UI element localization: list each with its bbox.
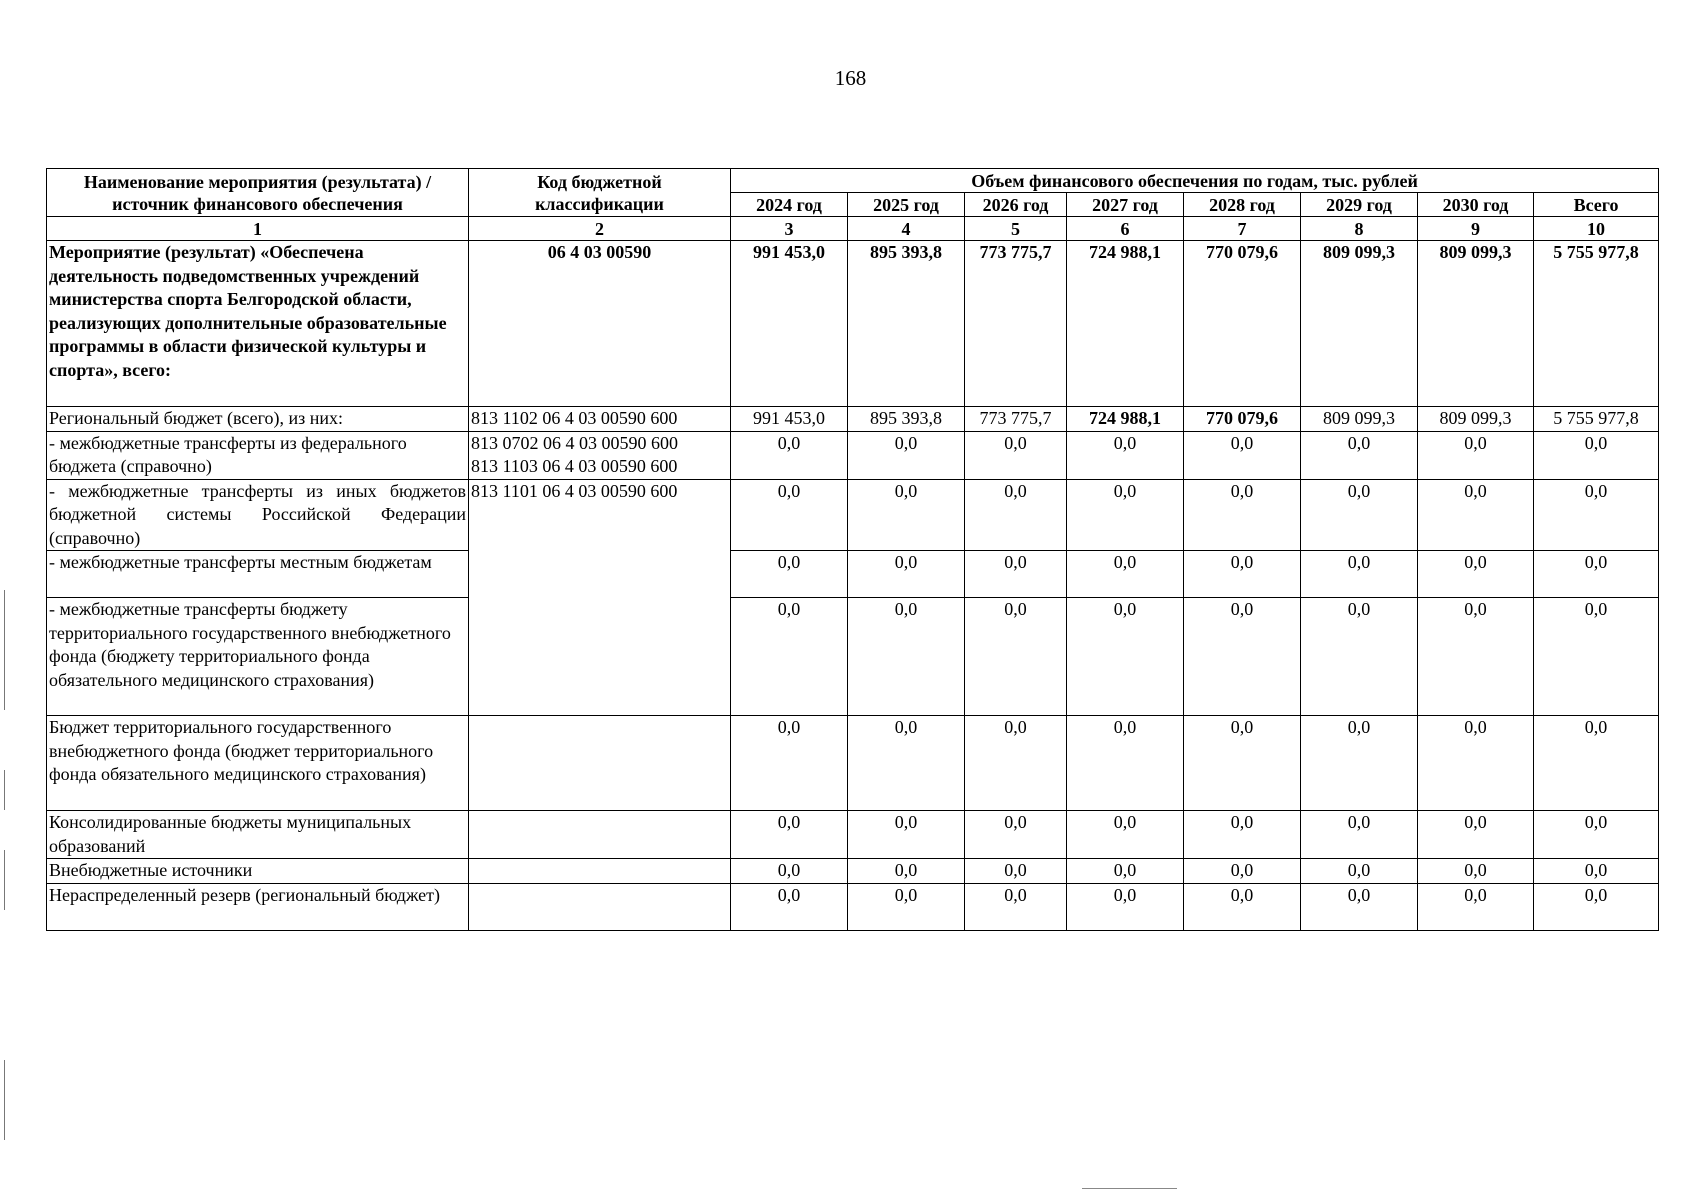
value-total: 0,0 <box>1534 811 1659 859</box>
col-number-5: 5 <box>965 217 1067 241</box>
value-2030: 0,0 <box>1418 551 1534 598</box>
value-2025: 0,0 <box>848 883 965 930</box>
value-total: 0,0 <box>1534 431 1659 479</box>
value-2024: 0,0 <box>731 811 848 859</box>
row-code <box>469 883 731 930</box>
header-year-2024: 2024 год <box>731 193 848 217</box>
col-number-10: 10 <box>1534 217 1659 241</box>
value-2024: 0,0 <box>731 551 848 598</box>
value-2028: 0,0 <box>1184 598 1301 716</box>
table-row-local-budgets <box>47 551 1659 598</box>
col-number-7: 7 <box>1184 217 1301 241</box>
header-total: Всего <box>1534 193 1659 217</box>
row-name: Консолидированные бюджеты муниципальных образований <box>47 811 469 859</box>
table-row-unallocated-reserve <box>47 883 1659 930</box>
value-2026: 0,0 <box>965 431 1067 479</box>
table-row-municipal-budgets <box>47 811 1659 859</box>
value-total: 0,0 <box>1534 859 1659 884</box>
value-2030: 0,0 <box>1418 431 1534 479</box>
table-row-federal-transfers <box>47 431 1659 479</box>
value-2026: 0,0 <box>965 551 1067 598</box>
row-code <box>469 551 731 598</box>
value-2024: 0,0 <box>731 716 848 811</box>
value-2027: 0,0 <box>1067 431 1184 479</box>
value-total: 5 755 977,8 <box>1534 241 1659 407</box>
financing-table <box>46 168 1659 931</box>
value-2024: 0,0 <box>731 598 848 716</box>
value-2028: 770 079,6 <box>1184 407 1301 432</box>
value-2029: 0,0 <box>1301 431 1418 479</box>
value-2027: 724 988,1 <box>1067 241 1184 407</box>
value-2026: 0,0 <box>965 716 1067 811</box>
value-2028: 0,0 <box>1184 551 1301 598</box>
value-2026: 0,0 <box>965 479 1067 551</box>
value-2029: 0,0 <box>1301 551 1418 598</box>
value-2029: 0,0 <box>1301 811 1418 859</box>
value-2028: 0,0 <box>1184 859 1301 884</box>
value-2028: 0,0 <box>1184 479 1301 551</box>
header-year-2027: 2027 год <box>1067 193 1184 217</box>
row-code <box>469 598 731 716</box>
value-2030: 0,0 <box>1418 883 1534 930</box>
row-code-line: 813 0702 06 4 03 00590 600 <box>471 432 678 453</box>
value-2027: 0,0 <box>1067 551 1184 598</box>
row-code: 06 4 03 00590 <box>469 241 731 407</box>
value-2028: 0,0 <box>1184 883 1301 930</box>
value-2025: 0,0 <box>848 859 965 884</box>
header-years-group: Объем финансового обеспечения по годам, тыс. рублей <box>731 169 1659 193</box>
header-name-column: Наименование мероприятия (результата) / источник финансового обеспечения <box>47 169 469 217</box>
col-number-1: 1 <box>47 217 469 241</box>
value-2025: 895 393,8 <box>848 407 965 432</box>
value-2030: 0,0 <box>1418 598 1534 716</box>
value-2026: 0,0 <box>965 811 1067 859</box>
value-total: 0,0 <box>1534 716 1659 811</box>
value-2028: 0,0 <box>1184 811 1301 859</box>
value-2027: 724 988,1 <box>1067 407 1184 432</box>
header-year-2026: 2026 год <box>965 193 1067 217</box>
value-2026: 0,0 <box>965 859 1067 884</box>
value-2026: 0,0 <box>965 883 1067 930</box>
row-name: - межбюджетные трансферты бюджету территориального государственного внебюджетного фонда (бюджету территориального фонда обязательного медицинского страхования) <box>47 598 469 716</box>
row-code <box>469 859 731 884</box>
col-number-6: 6 <box>1067 217 1184 241</box>
value-2024: 0,0 <box>731 479 848 551</box>
scan-footer-line <box>1082 1188 1177 1189</box>
value-2029: 0,0 <box>1301 598 1418 716</box>
row-code-line: 813 1103 06 4 03 00590 600 <box>471 456 678 476</box>
header-code-column: Код бюджетной классификации <box>469 169 731 217</box>
value-2029: 809 099,3 <box>1301 407 1418 432</box>
value-2024: 0,0 <box>731 431 848 479</box>
table-row-territorial-fund-transfers <box>47 598 1659 716</box>
row-code <box>469 431 731 479</box>
value-2025: 0,0 <box>848 716 965 811</box>
value-2025: 0,0 <box>848 811 965 859</box>
value-2030: 0,0 <box>1418 811 1534 859</box>
row-code <box>469 716 731 811</box>
value-2025: 0,0 <box>848 551 965 598</box>
value-2028: 0,0 <box>1184 431 1301 479</box>
value-2024: 991 453,0 <box>731 241 848 407</box>
table-row-other-budgets-transfers <box>47 479 1659 551</box>
header-year-2028: 2028 год <box>1184 193 1301 217</box>
col-number-8: 8 <box>1301 217 1418 241</box>
value-total: 0,0 <box>1534 598 1659 716</box>
value-2030: 0,0 <box>1418 716 1534 811</box>
value-2027: 0,0 <box>1067 859 1184 884</box>
header-year-2029: 2029 год <box>1301 193 1418 217</box>
value-2025: 895 393,8 <box>848 241 965 407</box>
row-name: - межбюджетные трансферты местным бюджетам <box>47 551 469 598</box>
table-row-regional-budget <box>47 407 1659 432</box>
value-2027: 0,0 <box>1067 716 1184 811</box>
value-2029: 0,0 <box>1301 883 1418 930</box>
value-2028: 0,0 <box>1184 716 1301 811</box>
value-2028: 770 079,6 <box>1184 241 1301 407</box>
value-2030: 809 099,3 <box>1418 407 1534 432</box>
header-year-2030: 2030 год <box>1418 193 1534 217</box>
header-year-2025: 2025 год <box>848 193 965 217</box>
row-code: 813 1101 06 4 03 00590 600 <box>469 479 731 551</box>
value-2029: 809 099,3 <box>1301 241 1418 407</box>
row-name: Мероприятие (результат) «Обеспечена деятельность подведомственных учреждений министерства спорта Белгородской области, реализующих дополнительные образовательные программы в области физической культуры и спорта», всего: <box>47 241 469 407</box>
value-2027: 0,0 <box>1067 883 1184 930</box>
row-name: Региональный бюджет (всего), из них: <box>47 407 469 432</box>
value-2026: 0,0 <box>965 598 1067 716</box>
page-number: 168 <box>834 66 867 90</box>
value-2030: 0,0 <box>1418 859 1534 884</box>
value-2026: 773 775,7 <box>965 241 1067 407</box>
table-row-territorial-fund-budget <box>47 716 1659 811</box>
col-number-9: 9 <box>1418 217 1534 241</box>
value-2027: 0,0 <box>1067 811 1184 859</box>
col-number-4: 4 <box>848 217 965 241</box>
table-row-extra-budgetary <box>47 859 1659 884</box>
value-2025: 0,0 <box>848 431 965 479</box>
value-2029: 0,0 <box>1301 479 1418 551</box>
value-2027: 0,0 <box>1067 598 1184 716</box>
value-2030: 0,0 <box>1418 479 1534 551</box>
value-2029: 0,0 <box>1301 859 1418 884</box>
col-number-2: 2 <box>469 217 731 241</box>
value-total: 0,0 <box>1534 883 1659 930</box>
value-2026: 773 775,7 <box>965 407 1067 432</box>
row-name: Нераспределенный резерв (региональный бюджет) <box>47 883 469 930</box>
value-total: 0,0 <box>1534 551 1659 598</box>
value-2027: 0,0 <box>1067 479 1184 551</box>
value-2029: 0,0 <box>1301 716 1418 811</box>
row-name: - межбюджетные трансферты из иных бюджетов бюджетной системы Российской Федерации (справочно) <box>47 479 469 551</box>
value-2024: 991 453,0 <box>731 407 848 432</box>
value-total: 5 755 977,8 <box>1534 407 1659 432</box>
row-code <box>469 811 731 859</box>
value-2030: 809 099,3 <box>1418 241 1534 407</box>
value-2025: 0,0 <box>848 598 965 716</box>
value-2024: 0,0 <box>731 859 848 884</box>
col-number-3: 3 <box>731 217 848 241</box>
row-name: - межбюджетные трансферты из федерального бюджета (справочно) <box>47 431 469 479</box>
scan-margin-marks <box>4 590 8 1150</box>
row-code: 813 1102 06 4 03 00590 600 <box>469 407 731 432</box>
row-name: Внебюджетные источники <box>47 859 469 884</box>
value-2024: 0,0 <box>731 883 848 930</box>
table-row-measure-total <box>47 241 1659 407</box>
value-2025: 0,0 <box>848 479 965 551</box>
value-total: 0,0 <box>1534 479 1659 551</box>
row-name: Бюджет территориального государственного внебюджетного фонда (бюджет территориального фонда обязательного медицинского страхования) <box>47 716 469 811</box>
